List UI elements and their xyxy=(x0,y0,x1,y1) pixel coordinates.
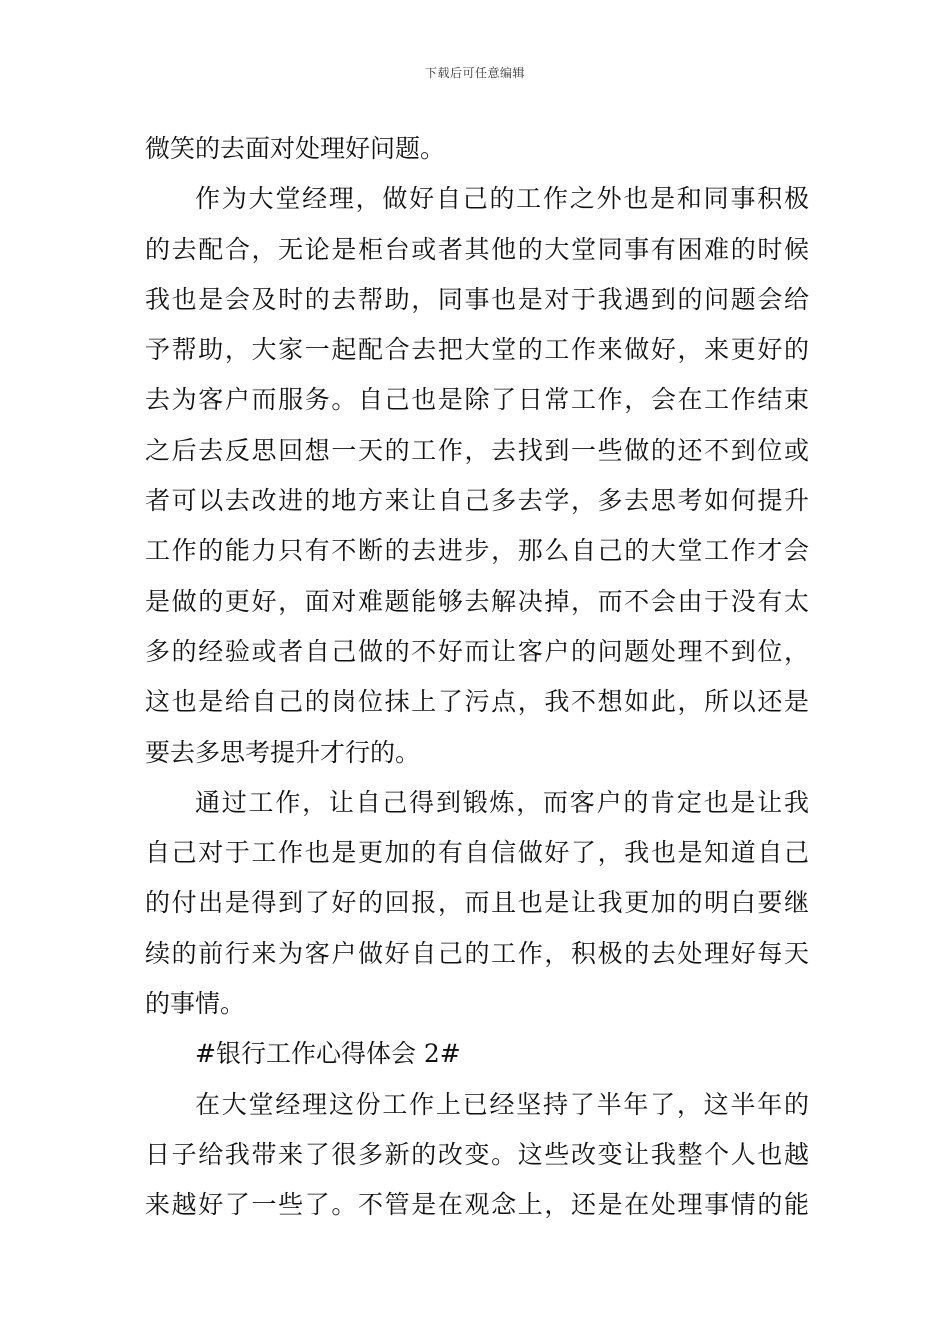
text-line: 微笑的去面对处理好问题。 xyxy=(145,134,446,163)
document-body xyxy=(145,124,809,1231)
text-line: 的付出是得到了好的回报，而且也是让我更加的明白要继 xyxy=(145,888,809,918)
text-line: 工作的能力只有不断的去进步，那么自己的大堂工作才会 xyxy=(145,536,809,566)
text-line: 作为大堂经理，做好自己的工作之外也是和同事积极 xyxy=(195,184,809,214)
text-line: 这也是给自己的岗位抹上了污点，我不想如此，所以还是 xyxy=(145,687,809,717)
text-line: 续的前行来为客户做好自己的工作，积极的去处理好每天 xyxy=(145,938,809,968)
text-line: 自己对于工作也是更加的有自信做好了，我也是知道自己 xyxy=(145,838,809,868)
text-line: 要去多思考提升才行的。 xyxy=(145,737,421,767)
text-line: #银行工作心得体会 2# xyxy=(195,1039,461,1069)
text-line: 是做的更好，面对难题能够去解决掉，而不会由于没有太 xyxy=(145,586,809,616)
text-line: 去为客户而服务。自己也是除了日常工作，会在工作结束 xyxy=(145,385,809,415)
text-line: 日子给我带来了很多新的改变。这些改变让我整个人也越 xyxy=(145,1139,809,1169)
text-line: 多的经验或者自己做的不好而让客户的问题处理不到位， xyxy=(145,636,809,666)
page-header: 下载后可任意编辑 xyxy=(424,66,525,80)
text-line: 的去配合，无论是柜台或者其他的大堂同事有困难的时候 xyxy=(145,234,809,264)
text-line: 我也是会及时的去帮助，同事也是对于我遇到的问题会给 xyxy=(145,284,809,314)
text-line: 者可以去改进的地方来让自己多去学，多去思考如何提升 xyxy=(145,486,809,516)
text-line: 之后去反思回想一天的工作，去找到一些做的还不到位或 xyxy=(145,435,809,465)
text-line: 的事情。 xyxy=(145,989,246,1019)
text-line: 通过工作，让自己得到锻炼，而客户的肯定也是让我 xyxy=(195,787,809,817)
text-line: 来越好了一些了。不管是在观念上，还是在处理事情的能 xyxy=(145,1190,809,1220)
text-line: 予帮助，大家一起配合去把大堂的工作来做好，来更好的 xyxy=(145,335,809,365)
text-line: 在大堂经理这份工作上已经坚持了半年了，这半年的 xyxy=(195,1089,809,1119)
